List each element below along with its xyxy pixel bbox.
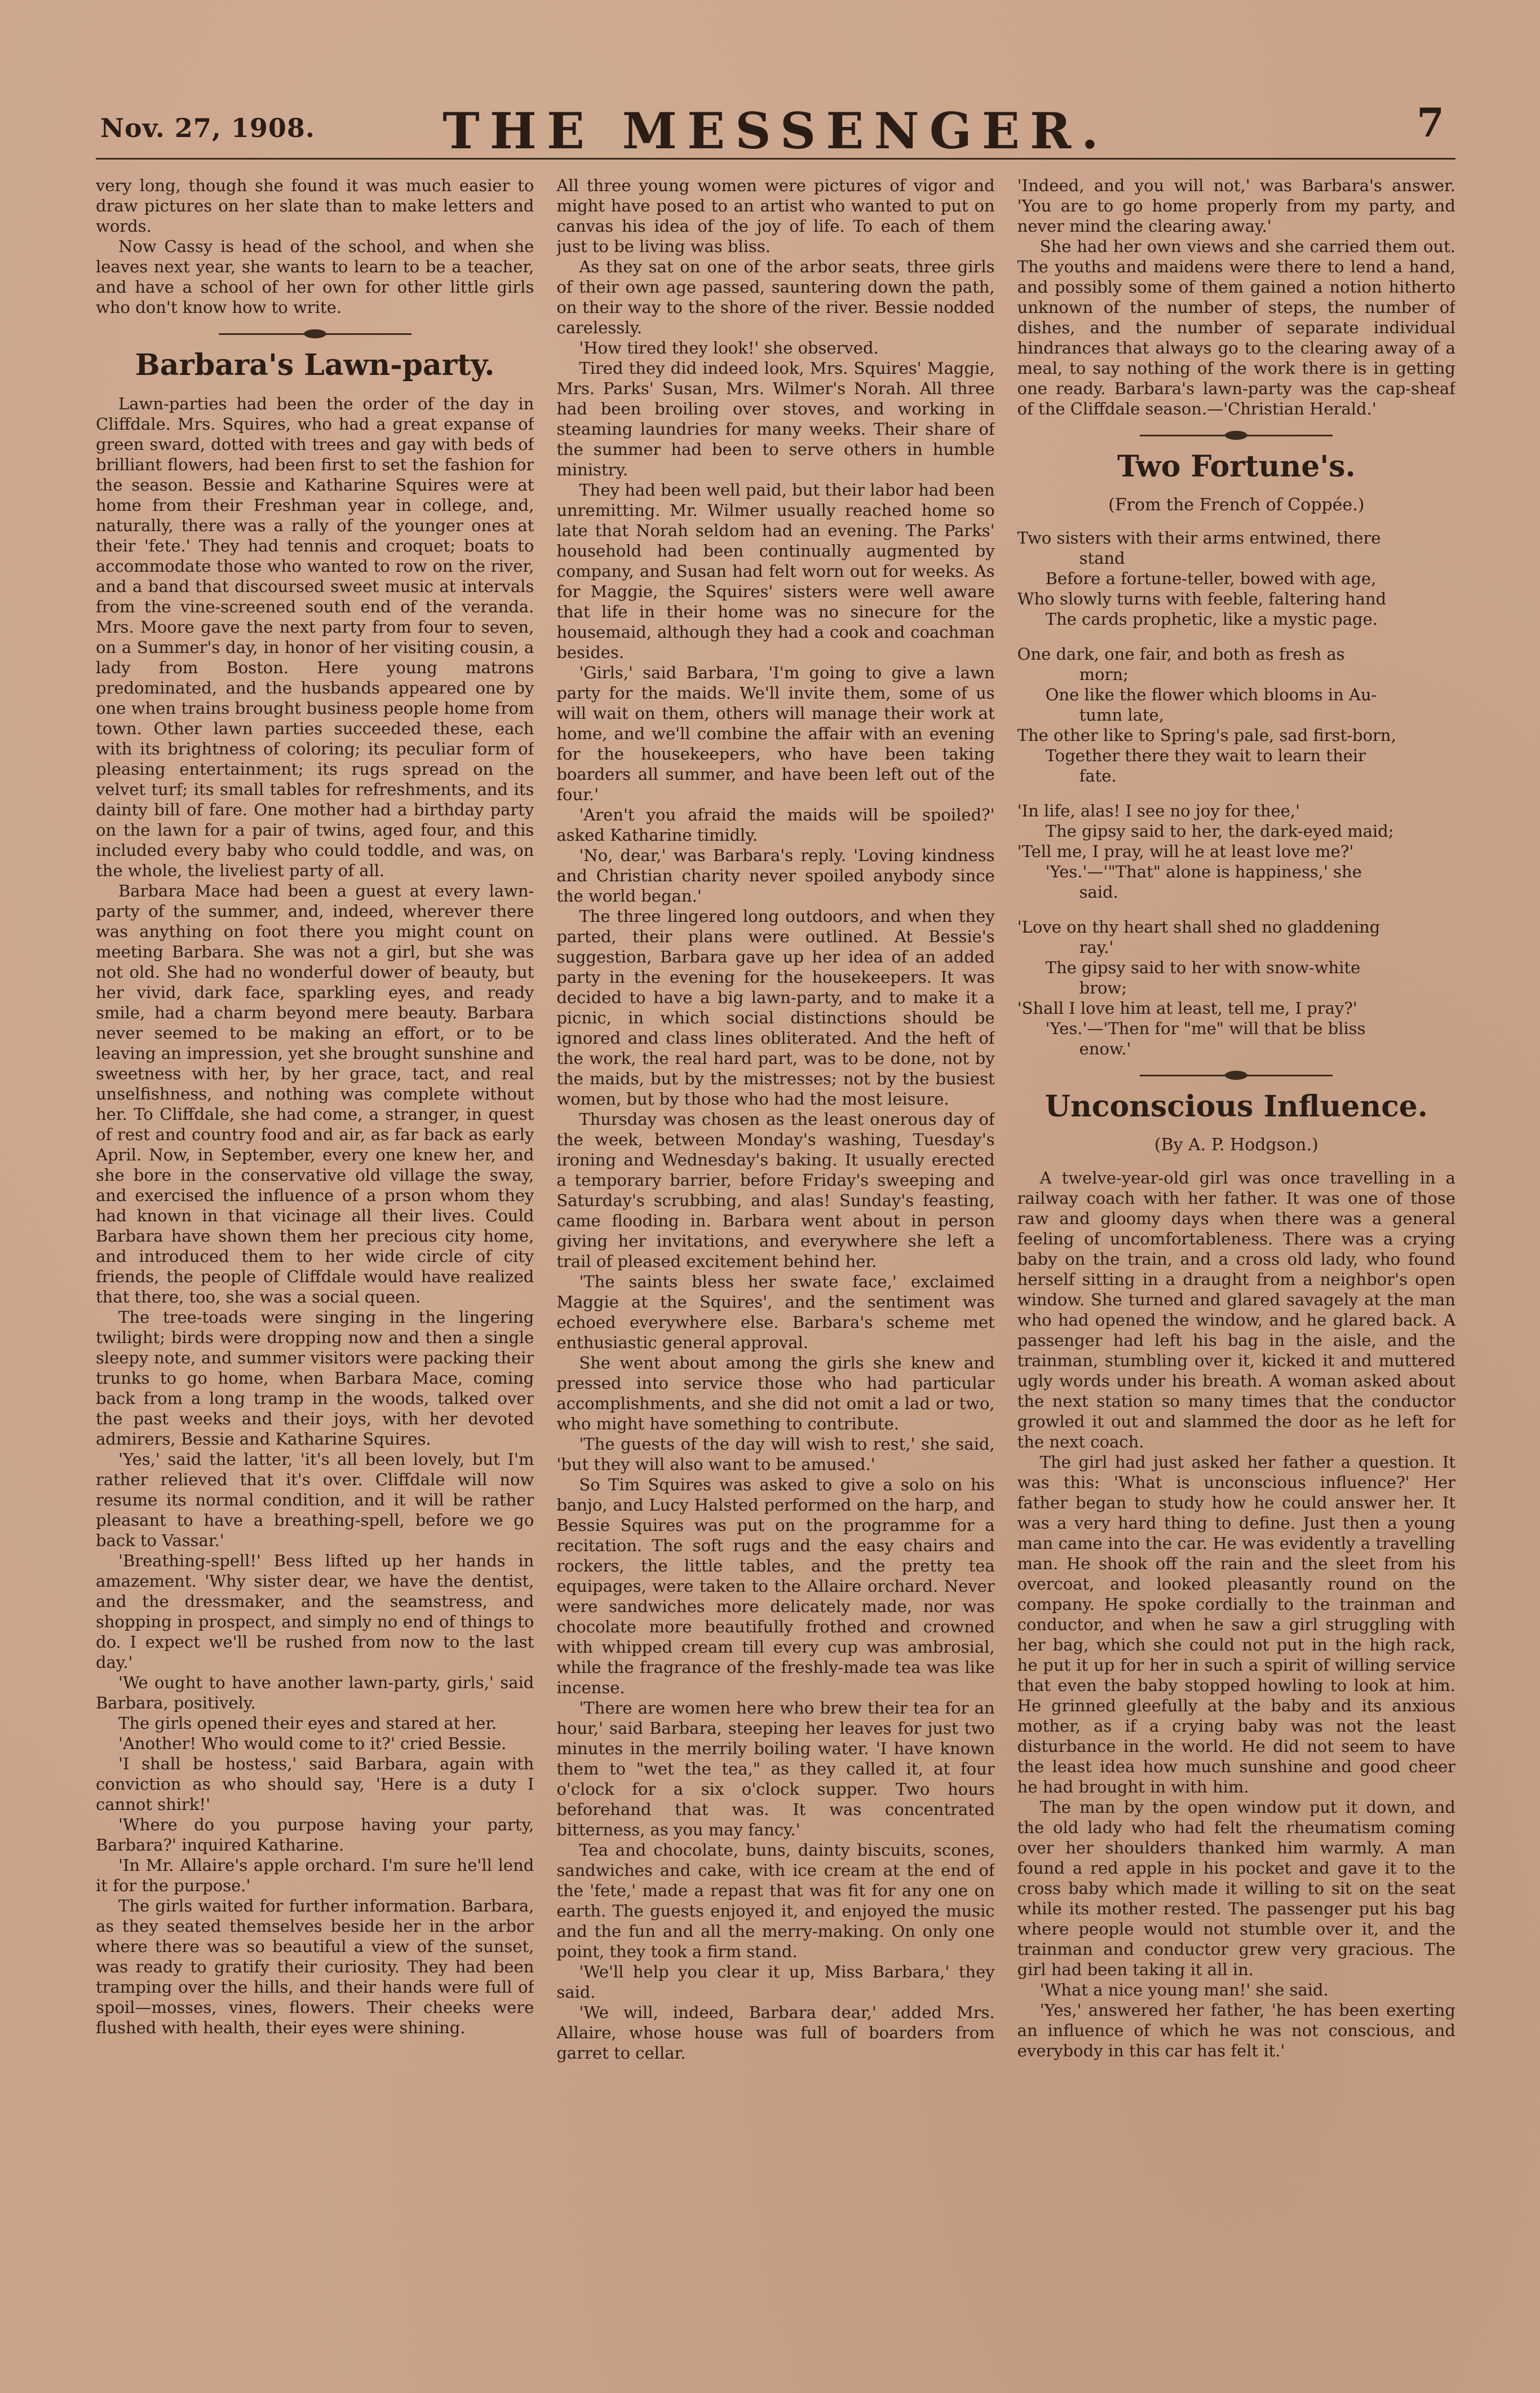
paragraph: They had been well paid, but their labor had been unremitting. Mr. Wilmer usually reached home so late that Norah seldom had an evening. The Parks' household had been continually augmented by company, and Susan had felt worn out for weeks. As for Maggie, the Squires' sisters were well aware that life in their home was no sinecure for the housemaid, although they had a cook and coachman besides. bbox=[556, 480, 995, 662]
article-byline: (By A. P. Hodgson.) bbox=[1154, 1135, 1318, 1155]
poem-line: One like the flower which blooms in Au- bbox=[1045, 685, 1377, 704]
paragraph: 'We ought to have another lawn-party, girls,' said Barbara, positively. bbox=[96, 1673, 534, 1712]
paragraph: 'Indeed, and you will not,' was Barbara's answer. 'You are to go home properly from my party, and never mind the clearing away.' bbox=[1017, 176, 1455, 236]
poem-line: Before a fortune-teller, bowed with age, bbox=[1045, 569, 1377, 588]
poem-line: The gipsy said to her with snow-white bbox=[1045, 958, 1361, 977]
issue-date: Nov. 27, 1908. bbox=[100, 113, 315, 143]
page-number: 7 bbox=[1417, 99, 1444, 146]
paragraph: Thursday was chosen as the least onerous day of the week, between Monday's washing, Tuesday's ironing and Wednesday's baking. It usually erected a temporary barrier, before Friday's sweeping and Saturday's scrubbing, and alas! Sunday's feasting, came flooding in. Barbara went about in person giving her invitations, and everywhere she left a trail of pleased excitement behind her. bbox=[556, 1110, 995, 1271]
poem-line: The cards prophetic, like a mystic page. bbox=[1045, 610, 1378, 629]
article-title-barbaras-lawn-party: Barbara's Lawn-party. bbox=[135, 348, 495, 382]
poem-line: enow.' bbox=[1079, 1039, 1131, 1058]
poem-stanza bbox=[1017, 917, 1455, 1059]
paragraph: The girl had just asked her father a question. It was this: 'What is unconscious influence?' Her father began to study how he could answer her. It was a very hard thing to define. Just then a young man came into the car. He was evidently a travelling man. He shook off the rain and the sleet from his overcoat, and looked pleasantly round on the company. He spoke cordially to the trainman and conductor, and when he saw a girl struggling with her bag, which she could not put in the high rack, he put it up for her in such a spirit of willing service that even the baby stopped howling to look at him. He grinned gleefully at the baby and its anxious mother, as if a crying baby was not the least disturbance in the world. He did not seem to have the least idea how much sunshine and good cheer he had brought in with him. bbox=[1017, 1452, 1455, 1796]
paragraph: Tired they did indeed look, Mrs. Squires' Maggie, Mrs. Parks' Susan, Mrs. Wilmer's Norah. All three had been broiling over stoves, and working in steaming laundries for many weeks. Their share of the summer had been to serve others in humble ministry. bbox=[556, 359, 995, 479]
paragraph: Lawn-parties had been the order of the day in Cliffdale. Mrs. Squires, who had a great expanse of green sward, dotted with trees and gay with beds of brilliant flowers, had been first to set the fashion for the season. Bessie and Katharine Squires were at home from their Freshman year in college, and, naturally, there was a rally of the younger ones at their 'fete.' They had tennis and croquet; boats to accommodate those who wanted to row on the river, and a band that discoursed sweet music at intervals from the vine-screened south end of the veranda. Mrs. Moore gave the next party from four to seven, on a Summer's day, in honor of her visiting cousin, a lady from Boston. Here young matrons predominated, and the husbands appeared one by one when trains brought business people home from town. Other lawn parties succeeded these, each with its brightness of coloring; its peculiar form of pleasing entertainment; its rugs spread on the velvet turf; its small tables for refreshments, and its dainty bill of fare. One mother had a birthday party on the lawn for a pair of twins, aged four, and this included every baby who could toddle, and was, on the whole, the liveliest party of all. bbox=[96, 394, 534, 880]
poem-line: 'Tell me, I pray, will he at least love me?' bbox=[1017, 842, 1354, 861]
poem-line: Together there they wait to learn their bbox=[1045, 746, 1366, 765]
paragraph: The tree-toads were singing in the lingering twilight; birds were dropping now and then a single sleepy note, and summer visitors were packing their trunks to go home, when Barbara Mace, coming back from a long tramp in the woods, talked over the past weeks and their joys, with her devoted admirers, Bessie and Katharine Squires. bbox=[96, 1308, 534, 1449]
poem-line: morn; bbox=[1079, 665, 1129, 684]
poem-line: 'In life, alas! I see no joy for thee,' bbox=[1017, 801, 1300, 820]
paragraph: So Tim Squires was asked to give a solo on his banjo, and Lucy Halsted performed on the harp, and Bessie Squires was put on the programme for a recitation. The soft rugs and the easy chairs and rockers, the little tables, and the pretty tea equipages, were taken to the Allaire orchard. Never were sandwiches more delicately made, nor was chocolate more beautifully frothed and crowned with whipped cream till every cup was ambrosial, while the fragrance of the freshly-made tea was like incense. bbox=[556, 1475, 995, 1697]
paragraph: She had her own views and she carried them out. The youths and maidens were there to lend a hand, and possibly some of them gained a notion hitherto unknown of the number of steps, the number of dishes, and the number of separate individual hindrances that always go to the clearing away of a meal, to say nothing of the work there is in getting one ready. Barbara's lawn-party was the cap-sheaf of the Cliffdale season.—'Christian Herald.' bbox=[1017, 237, 1455, 418]
paragraph: 'No, dear,' was Barbara's reply. 'Loving kindness and Christian charity never spoiled anybody since the world began.' bbox=[556, 846, 995, 906]
section-divider bbox=[1140, 1075, 1333, 1076]
paragraph: 'Girls,' said Barbara, 'I'm going to give a lawn party for the maids. We'll invite them, some of us will wait on them, others will manage their work at home, and we'll combine the affair with an evening for the housekeepers, who have been taking boarders all summer, and have been left out of the four.' bbox=[556, 663, 995, 804]
paragraph: The man by the open window put it down, and the old lady who had felt the rheumatism coming over her shoulders thanked him warmly. A man found a red apple in his pocket and gave it to the cross baby which made it willing to sit on the seat while its mother rested. The passenger put his bag where people would not stumble over it, and the trainman and conductor grew very gracious. The girl had been taking it all in. bbox=[1017, 1798, 1455, 1979]
poem-line: The other like to Spring's pale, sad first-born, bbox=[1017, 726, 1396, 745]
masthead bbox=[96, 96, 1455, 160]
paragraph: The girls waited for further information. Barbara, as they seated themselves beside her in the arbor where there was so beautiful a view of the sunset, was ready to gratify their curiosity. They had been tramping over the hills, and their hands were full of spoil—mosses, vines, flowers. Their cheeks were flushed with health, their eyes were shining. bbox=[96, 1896, 534, 2037]
section-divider bbox=[1140, 435, 1333, 436]
poem-byline: (From the French of Coppée.) bbox=[1108, 495, 1365, 515]
poem-line: fate. bbox=[1079, 766, 1117, 785]
paragraph: All three young women were pictures of vigor and might have posed to an artist who wanted to put on canvas his idea of the joy of life. To each of them just to be living was bliss. bbox=[556, 176, 995, 256]
newspaper-title: THE MESSENGER. bbox=[442, 101, 1109, 160]
paragraph: 'Another! Who would come to it?' cried Bessie. bbox=[118, 1734, 507, 1753]
paragraph: Barbara Mace had been a guest at every lawn-party of the summer, and, indeed, wherever there was anything on foot there you might count on meeting Barbara. She was not a girl, but she was not old. She had no wonderful dower of beauty, but her vivid, dark face, sparkling eyes, and ready smile, had a charm beyond mere beauty. Barbara never seemed to be making an effort, or to be leaving an impression, yet she brought sunshine and sweetness with her, by her grace, tact, and real unselfishness, and nothing was complete without her. To Cliffdale, she had come, a stranger, in quest of rest and country food and air, as far back as early April. Now, in September, every one knew her, and she bore in the conservative old village the sway, and exercised the influence of a prson whom they had known in that vicinage all their lives. Could Barbara have shown them her precious city home, and introduced them to her wide circle of city friends, the people of Cliffdale would have realized that there, too, she was a social queen. bbox=[96, 881, 534, 1306]
section-divider bbox=[219, 333, 411, 335]
paragraph: 'Aren't you afraid the maids will be spoiled?' asked Katharine timidly. bbox=[556, 805, 995, 845]
paragraph: 'How tired they look!' she observed. bbox=[579, 338, 879, 357]
paragraph: 'What a nice young man!' she said. bbox=[1039, 1980, 1329, 1999]
paragraph: 'I shall be hostess,' said Barbara, again with conviction as who should say, 'Here is a duty I cannot shirk!' bbox=[96, 1754, 534, 1814]
paragraph: 'We'll help you clear it up, Miss Barbara,' they said. bbox=[556, 1962, 995, 2002]
poem-stanza bbox=[1017, 801, 1455, 902]
column-2 bbox=[556, 175, 994, 2318]
poem-line: 'Yes.'—'"That" alone is happiness,' she bbox=[1045, 862, 1362, 881]
column-3 bbox=[1017, 175, 1455, 2318]
columns bbox=[96, 175, 1455, 2318]
poem-line: Two sisters with their arms entwined, there bbox=[1017, 528, 1381, 548]
poem-line: One dark, one fair, and both as fresh as bbox=[1017, 644, 1345, 664]
paragraph: The girls opened their eyes and stared at her. bbox=[118, 1714, 497, 1733]
paragraph: 'Yes,' answered her father, 'he has been exerting an influence of which he was not conscious, and everybody in this car has felt it.' bbox=[1017, 2001, 1455, 2060]
poem-line: The gipsy said to her, the dark-eyed maid; bbox=[1045, 822, 1394, 841]
poem-stanza bbox=[1017, 644, 1455, 786]
paragraph: 'The guests of the day will wish to rest,' she said, 'but they will also want to be amused.' bbox=[556, 1434, 995, 1474]
paragraph: She went about among the girls she knew and pressed into service those who had particular accomplishments, and she did not omit a lad or two, who might have something to contribute. bbox=[556, 1353, 995, 1433]
poem-line: 'Love on thy heart shall shed no gladdening bbox=[1017, 917, 1380, 937]
poem-line: ray.' bbox=[1079, 938, 1114, 957]
paragraph: 'Breathing-spell!' Bess lifted up her hands in amazement. 'Why sister dear, we have the dentist, and the dressmaker, and the seamstress, and shopping in prospect, and simply no end of things to do. I expect we'll be rushed from now to the last day.' bbox=[96, 1551, 534, 1672]
paragraph: 'Yes,' said the latter, 'it's all been lovely, but I'm rather relieved that it's over. Cliffdale will now resume its normal condition, and it will be rather pleasant to have a breathing-spell, before we go back to Vassar.' bbox=[96, 1450, 534, 1550]
paragraph: The three lingered long outdoors, and when they parted, their plans were outlined. At Bessie's suggestion, Barbara gave up her idea of an added party in the evening for the housekeepers. It was decided to have a big lawn-party, and to make it a picnic, in which social distinctions should be ignored and class lines obliterated. And the heft of the work, the real hard part, was to be done, not by the maids, but by the mistresses; not by the busiest women, but by those who had the most leisure. bbox=[556, 907, 995, 1109]
paragraph: 'The saints bless her swate face,' exclaimed Maggie at the Squires', and the sentiment was echoed everywhere else. Barbara's scheme met enthusiastic general approval. bbox=[556, 1272, 995, 1352]
paragraph: Now Cassy is head of the school, and when she leaves next year, she wants to learn to be a teacher, and have a school of her own for other little girls who don't know how to write. bbox=[96, 237, 534, 317]
poem-line: brow; bbox=[1079, 978, 1127, 997]
article-title-unconscious-influence: Unconscious Influence. bbox=[1045, 1089, 1428, 1124]
paragraph: Tea and chocolate, buns, dainty biscuits, scones, sandwiches and cake, with ice cream at the end of the 'fete,' made a repast that was fit for any one on earth. The guests enjoyed it, and enjoyed the music and the fun and all the merry-making. On only one point, they took a firm stand. bbox=[556, 1840, 995, 1961]
poem-title-two-fortunes: Two Fortune's. bbox=[1117, 449, 1356, 484]
poem-line: 'Yes.'—'Then for "me" will that be bliss bbox=[1045, 1019, 1366, 1038]
paragraph: very long, though she found it was much easier to draw pictures on her slate than to make letters and words. bbox=[96, 176, 534, 236]
poem-line: Who slowly turns with feeble, faltering hand bbox=[1017, 589, 1387, 608]
paragraph: A twelve-year-old girl was once travelling in a railway coach with her father. It was one of those raw and gloomy days when there was a general feeling of uncomfortableness. There was a crying baby on the train, and a cross old lady, who found herself sitting in a draught from a neighbor's open window. She turned and glared savagely at the man who had opened the window, and he glared back. A passenger had left his bag in the aisle, and the trainman, stumbling over it, kicked it and muttered ugly words under his breath. A woman asked about the next station so many times that the conductor growled it out and slammed the door as he left for the next coach. bbox=[1017, 1168, 1455, 1451]
poem-line: 'Shall I love him at least, tell me, I pray?' bbox=[1017, 999, 1357, 1018]
paragraph: 'In Mr. Allaire's apple orchard. I'm sure he'll lend it for the purpose.' bbox=[96, 1856, 534, 1895]
paragraph: 'Where do you purpose having your party, Barbara?' inquired Katharine. bbox=[96, 1815, 534, 1855]
paragraph: 'We will, indeed, Barbara dear,' added Mrs. Allaire, whose house was full of boarders from garret to cellar. bbox=[556, 2003, 995, 2063]
poem-stanza bbox=[1017, 528, 1455, 629]
paragraph: 'There are women here who brew their tea for an hour,' said Barbara, steeping her leaves for just two minutes in the merrily boiling water. 'I have known them to "wet the tea," as they called it, at four o'clock for a six o'clock supper. Two hours beforehand that was. It was concentrated bitterness, as you may fancy.' bbox=[556, 1698, 995, 1839]
poem-line: tumn late, bbox=[1079, 705, 1164, 725]
column-1 bbox=[96, 175, 534, 2318]
poem-line: stand bbox=[1079, 549, 1125, 568]
paragraph: As they sat on one of the arbor seats, three girls of their own age passed, sauntering down the path, on their way to the shore of the river. Bessie nodded carelessly. bbox=[556, 257, 995, 337]
poem-line: said. bbox=[1079, 882, 1118, 902]
